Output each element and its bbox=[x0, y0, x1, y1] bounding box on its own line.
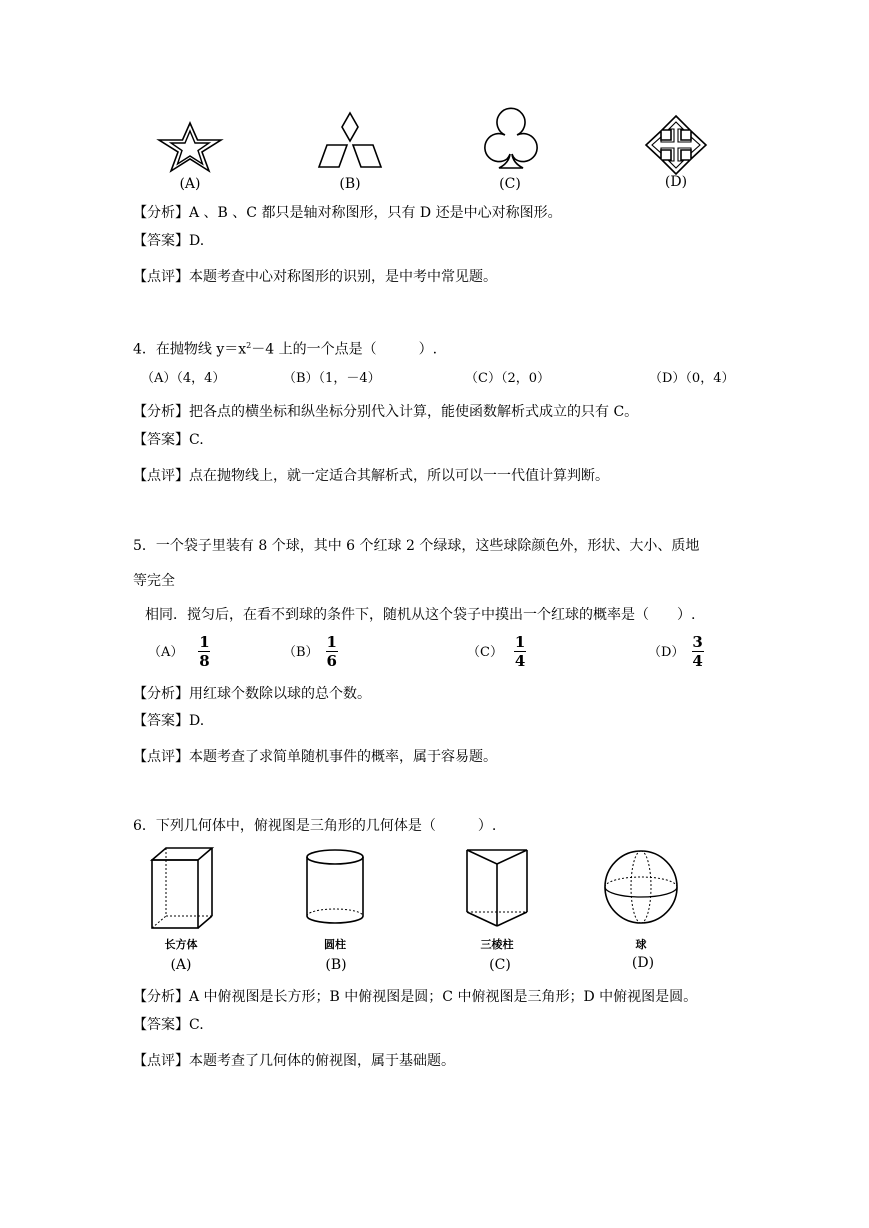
q4-option-c: （C）（2，0） bbox=[465, 371, 550, 386]
q5-stem-line2: 等完全 bbox=[133, 573, 175, 589]
q5-option-d bbox=[648, 634, 704, 669]
q4-option-d: （D）（0，4） bbox=[649, 371, 735, 386]
option-label: （B） bbox=[283, 645, 319, 660]
q4-answer: 【答案】C. bbox=[133, 432, 204, 448]
denominator: 8 bbox=[199, 652, 210, 670]
q5-option-a bbox=[148, 634, 210, 669]
fraction bbox=[514, 634, 526, 669]
numerator: 3 bbox=[692, 633, 703, 651]
solid-name: 圆柱 bbox=[324, 938, 346, 951]
fraction bbox=[198, 634, 210, 669]
shape-label: (B) bbox=[325, 957, 347, 973]
q5-option-c bbox=[467, 634, 526, 669]
shape-label: (B) bbox=[339, 176, 361, 192]
numerator: 1 bbox=[326, 633, 337, 651]
solid-name: 长方体 bbox=[164, 938, 198, 951]
q4-stem-pre: 4．在抛物线 y＝x bbox=[133, 341, 247, 358]
triangular-prism-icon bbox=[465, 846, 529, 930]
q4-stem-sup: 2 bbox=[246, 341, 252, 350]
q4-analysis: 【分析】把各点的横坐标和纵坐标分别代入计算，能使函数解析式成立的只有 C。 bbox=[133, 404, 639, 420]
q5-answer: 【答案】D. bbox=[133, 713, 205, 729]
shape-label: (C) bbox=[489, 957, 511, 973]
double-star-icon bbox=[157, 122, 223, 172]
q6-stem: 6．下列几何体中，俯视图是三角形的几何体是（ ）. bbox=[133, 818, 497, 834]
q5-option-b bbox=[283, 634, 338, 669]
q4-option-b: （B）（1，－4） bbox=[283, 371, 381, 386]
option-label: （A） bbox=[148, 645, 184, 660]
shape-label: (A) bbox=[179, 176, 201, 192]
q5-comment: 【点评】本题考查了求简单随机事件的概率，属于容易题。 bbox=[133, 749, 497, 765]
cylinder-icon bbox=[303, 848, 367, 926]
q3-answer: 【答案】D. bbox=[133, 233, 205, 249]
four-arrows-icon bbox=[645, 115, 707, 175]
q4-option-a: （A）（4，4） bbox=[141, 371, 226, 386]
shape-label: (D) bbox=[631, 955, 655, 971]
q4-stem-post: －4 上的一个点是（ ）. bbox=[251, 341, 438, 358]
sphere-icon bbox=[602, 848, 680, 926]
solid-name: 三棱柱 bbox=[480, 938, 514, 951]
q6-comment: 【点评】本题考查了几何体的俯视图，属于基础题。 bbox=[133, 1053, 455, 1069]
club-icon bbox=[479, 107, 543, 171]
q3-comment: 【点评】本题考查中心对称图形的识别，是中考中常见题。 bbox=[133, 269, 497, 285]
fraction bbox=[692, 634, 704, 669]
numerator: 1 bbox=[514, 633, 526, 651]
solid-name: 球 bbox=[635, 938, 647, 951]
q5-stem-line3: 相同．搅匀后，在看不到球的条件下，随机从这个袋子中摸出一个红球的概率是（ ）. bbox=[145, 607, 696, 623]
q4-stem bbox=[133, 337, 437, 359]
q5-stem-line1: 5．一个袋子里装有 8 个球，其中 6 个红球 2 个绿球，这些球除颜色外，形状、大小、质地 bbox=[133, 538, 700, 554]
option-label: （D） bbox=[648, 645, 685, 660]
denominator: 4 bbox=[514, 652, 526, 670]
three-diamonds-icon bbox=[318, 112, 382, 170]
option-label: （C） bbox=[467, 645, 503, 660]
q3-analysis: 【分析】A 、B 、C 都只是轴对称图形，只有 D 还是中心对称图形。 bbox=[133, 205, 562, 221]
q6-answer: 【答案】C. bbox=[133, 1017, 204, 1033]
numerator: 1 bbox=[199, 633, 210, 651]
shape-label: (C) bbox=[499, 176, 521, 192]
q6-analysis: 【分析】A 中俯视图是长方形；B 中俯视图是圆；C 中俯视图是三角形；D 中俯视图是圆。 bbox=[133, 989, 698, 1005]
fraction bbox=[326, 634, 338, 669]
shape-label: (D) bbox=[664, 174, 688, 190]
denominator: 4 bbox=[692, 652, 703, 670]
denominator: 6 bbox=[326, 652, 337, 670]
q5-analysis: 【分析】用红球个数除以球的总个数。 bbox=[133, 686, 371, 702]
q4-comment: 【点评】点在抛物线上，就一定适合其解析式，所以可以一一代值计算判断。 bbox=[133, 468, 609, 484]
cuboid-icon bbox=[150, 846, 214, 930]
shape-label: (A) bbox=[170, 957, 192, 973]
